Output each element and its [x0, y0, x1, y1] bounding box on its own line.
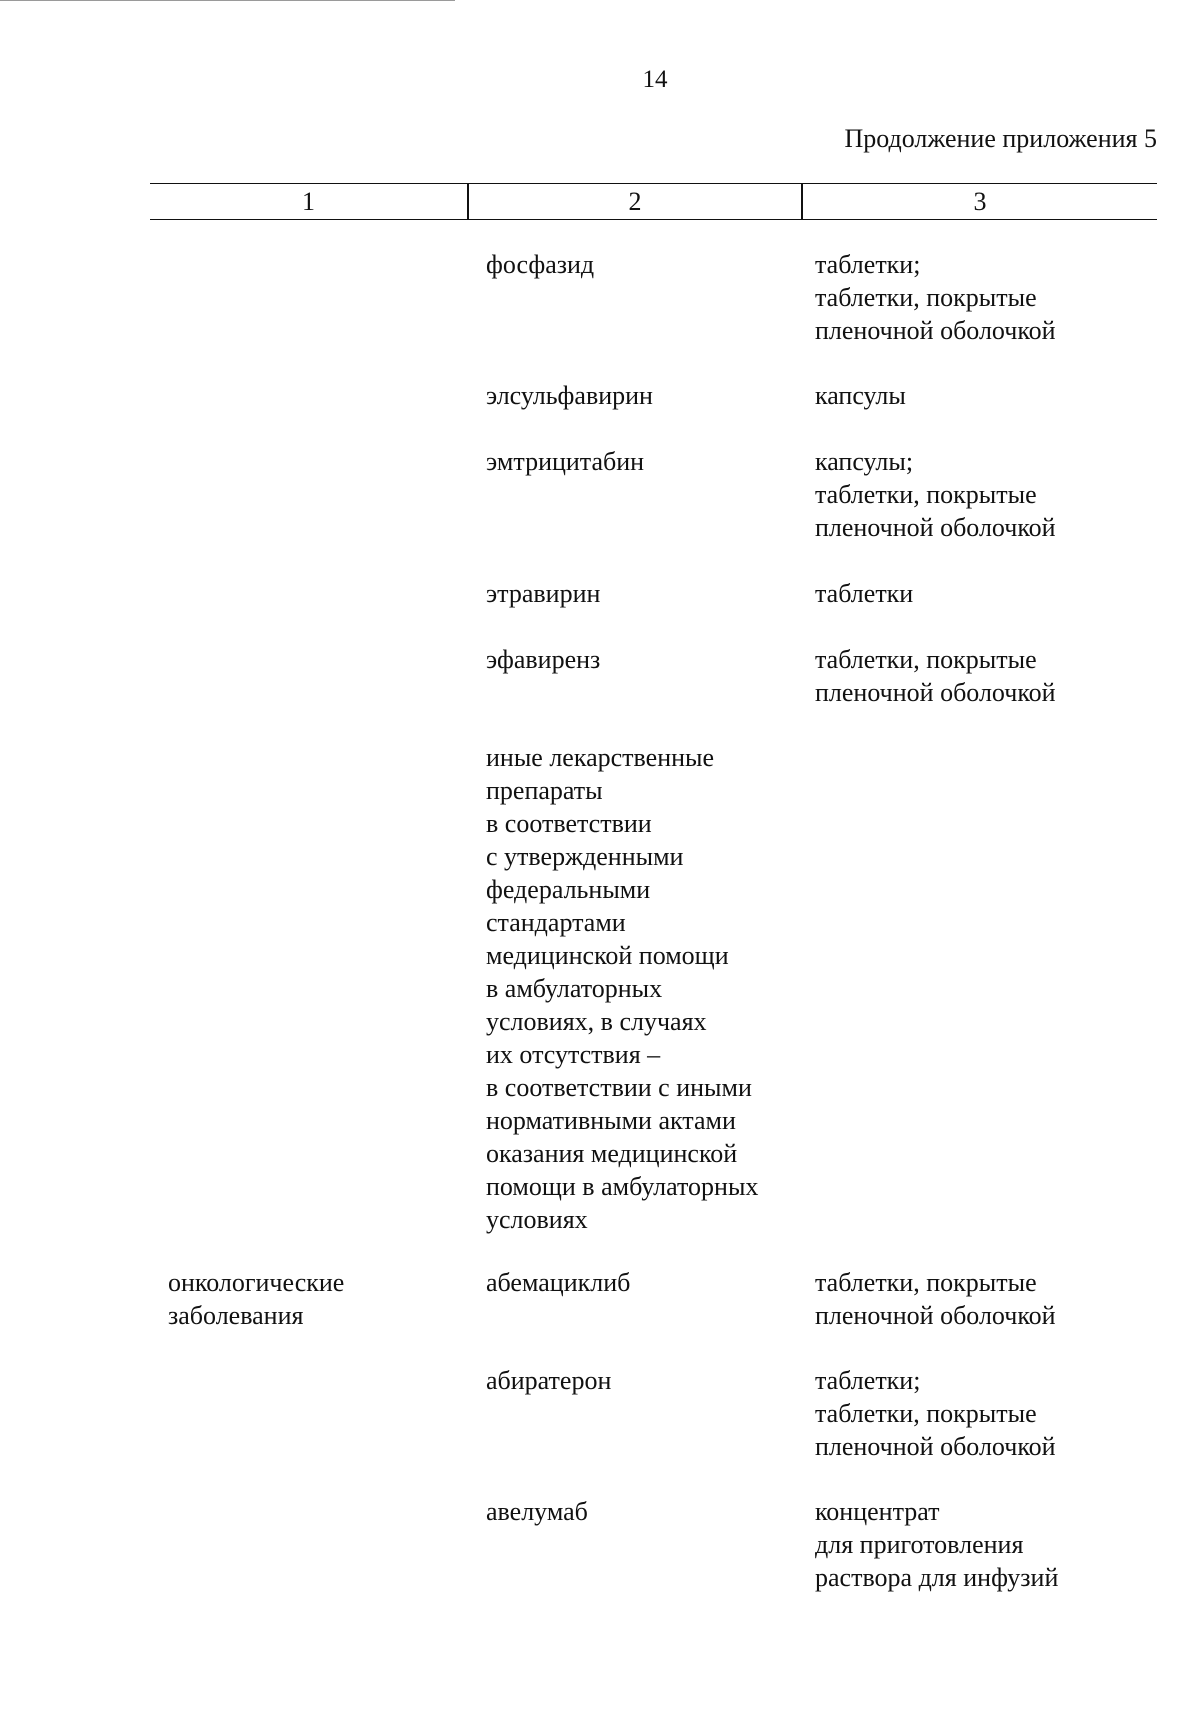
- drug-name: фосфазид: [486, 250, 595, 279]
- dosage-form: таблетки, покрытые пленочной оболочкой: [815, 645, 1056, 707]
- dosage-form: таблетки: [815, 579, 914, 608]
- drug-name: абемациклиб: [486, 1268, 631, 1297]
- scan-edge-line: [0, 0, 455, 1]
- drug-name: этравирин: [486, 579, 601, 608]
- dosage-form: капсулы; таблетки, покрытые пленочной оболочкой: [815, 447, 1056, 542]
- drug-name: абиратерон: [486, 1366, 612, 1395]
- header-col-2: 2: [628, 187, 642, 216]
- drug-name: элсульфавирин: [486, 381, 653, 410]
- drug-name: эфавиренз: [486, 645, 601, 674]
- header-col-1: 1: [302, 187, 315, 216]
- dosage-form: таблетки, покрытые пленочной оболочкой: [815, 1268, 1056, 1330]
- drug-name: иные лекарственные препараты в соответствии с утвержденными федеральными стандартами медицинской помощи в амбулаторных условиях, в случаях их отсутствия – в соответствии с иными нормативными актами оказания медицинской помощи в амбулаторных условиях: [486, 743, 759, 1234]
- header-col-3: 3: [973, 187, 987, 216]
- dosage-form: таблетки; таблетки, покрытые пленочной оболочкой: [815, 250, 1056, 345]
- dosage-form: концентрат для приготовления раствора для инфузий: [815, 1497, 1059, 1592]
- continuation-caption: Продолжение приложения 5: [844, 124, 1157, 153]
- drug-name: эмтрицитабин: [486, 447, 645, 476]
- disease-category: онкологические заболевания: [168, 1268, 345, 1330]
- drug-name: авелумаб: [486, 1497, 588, 1526]
- dosage-form: таблетки; таблетки, покрытые пленочной оболочкой: [815, 1366, 1056, 1461]
- page-number: 14: [642, 66, 668, 93]
- dosage-form: капсулы: [815, 381, 906, 410]
- table-header: [150, 183, 1157, 220]
